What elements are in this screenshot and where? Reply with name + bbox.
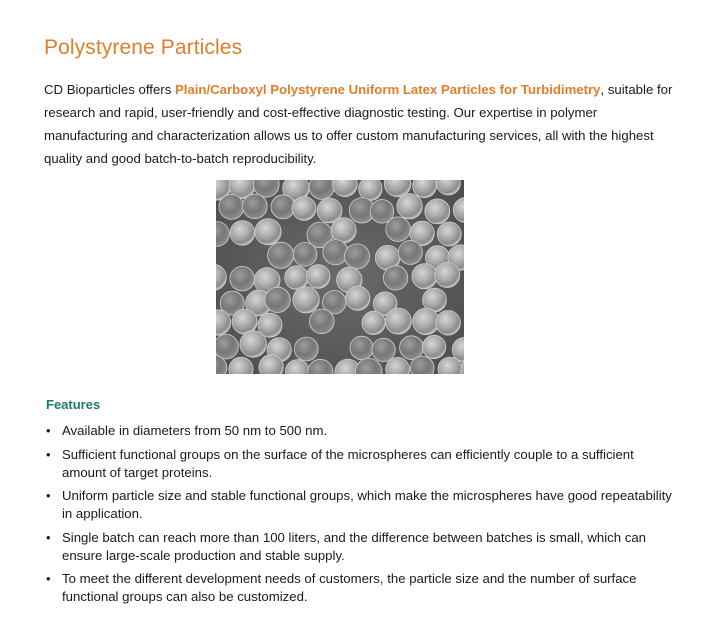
- particle: [386, 217, 411, 242]
- particle: [306, 265, 330, 289]
- particle: [425, 199, 450, 224]
- particle: [413, 308, 439, 334]
- features-list: [44, 422, 674, 612]
- particle: [397, 194, 422, 219]
- particle: [219, 194, 244, 219]
- particle: [422, 335, 445, 358]
- particle: [293, 287, 319, 313]
- bullet-icon: •: [46, 488, 51, 503]
- particle: [372, 338, 395, 361]
- feature-item: [44, 487, 674, 523]
- feature-text: Sufficient functional groups on the surface of the microspheres can efficiently couple to a sufficient amount of target proteins.: [62, 446, 634, 480]
- particle: [243, 194, 268, 219]
- bullet-icon: •: [46, 423, 51, 438]
- feature-item: [44, 570, 674, 606]
- particle: [346, 286, 370, 310]
- particle: [294, 337, 318, 361]
- particle: [412, 264, 437, 289]
- features-heading: Features: [46, 397, 101, 412]
- particle: [230, 221, 255, 246]
- particle: [436, 311, 461, 336]
- particle: [293, 243, 317, 267]
- particle: [268, 242, 294, 268]
- intro-paragraph: [44, 78, 674, 170]
- particle: [437, 222, 461, 246]
- intro-prefix: CD Bioparticles offers: [44, 82, 175, 97]
- particle: [345, 244, 370, 269]
- bullet-icon: •: [46, 446, 51, 462]
- particle: [435, 263, 460, 288]
- particle: [271, 195, 295, 219]
- feature-text: Uniform particle size and stable functional groups, which make the microspheres have good repeatability in application.: [62, 488, 672, 521]
- page-title: Polystyrene Particles: [44, 36, 243, 59]
- feature-text: Available in diameters from 50 nm to 500 nm.: [62, 423, 328, 438]
- sem-micrograph-image: [216, 180, 464, 374]
- particle: [292, 197, 316, 221]
- product-link[interactable]: Plain/Carboxyl Polystyrene Uniform Latex Particles for Turbidimetry: [174, 82, 601, 97]
- particle: [323, 240, 348, 265]
- particle: [331, 218, 356, 243]
- particle: [265, 287, 290, 312]
- particle: [285, 266, 309, 290]
- particle: [230, 266, 255, 291]
- feature-item: [44, 446, 674, 482]
- feature-text: To meet the different development needs of customers, the particle size and the number of surface functional groups can also be customized.: [62, 571, 637, 604]
- particle: [255, 219, 281, 245]
- particle: [398, 241, 422, 265]
- bullet-icon: •: [46, 571, 51, 586]
- feature-item: [44, 422, 674, 440]
- particles-illustration: [216, 180, 464, 374]
- particle: [383, 266, 407, 290]
- feature-item: [44, 529, 674, 565]
- particle: [385, 308, 411, 334]
- particle: [240, 331, 267, 358]
- bullet-icon: •: [46, 529, 51, 545]
- particle: [310, 309, 335, 334]
- particle: [362, 311, 385, 334]
- feature-text: Single batch can reach more than 100 liters, and the difference between batches is small, which can ensure large-scale production and stable supply.: [62, 529, 647, 563]
- intro-suffix: , suitable for research and rapid, user-friendly and cost-effective diagnostic testing. Our expertise in polymer manufacturing and characterization allows us to offer custom manufacturing services, all with the highest quality and good batch-to-batch reproducibility.: [44, 82, 673, 166]
- particle: [216, 334, 238, 359]
- particle: [350, 336, 373, 359]
